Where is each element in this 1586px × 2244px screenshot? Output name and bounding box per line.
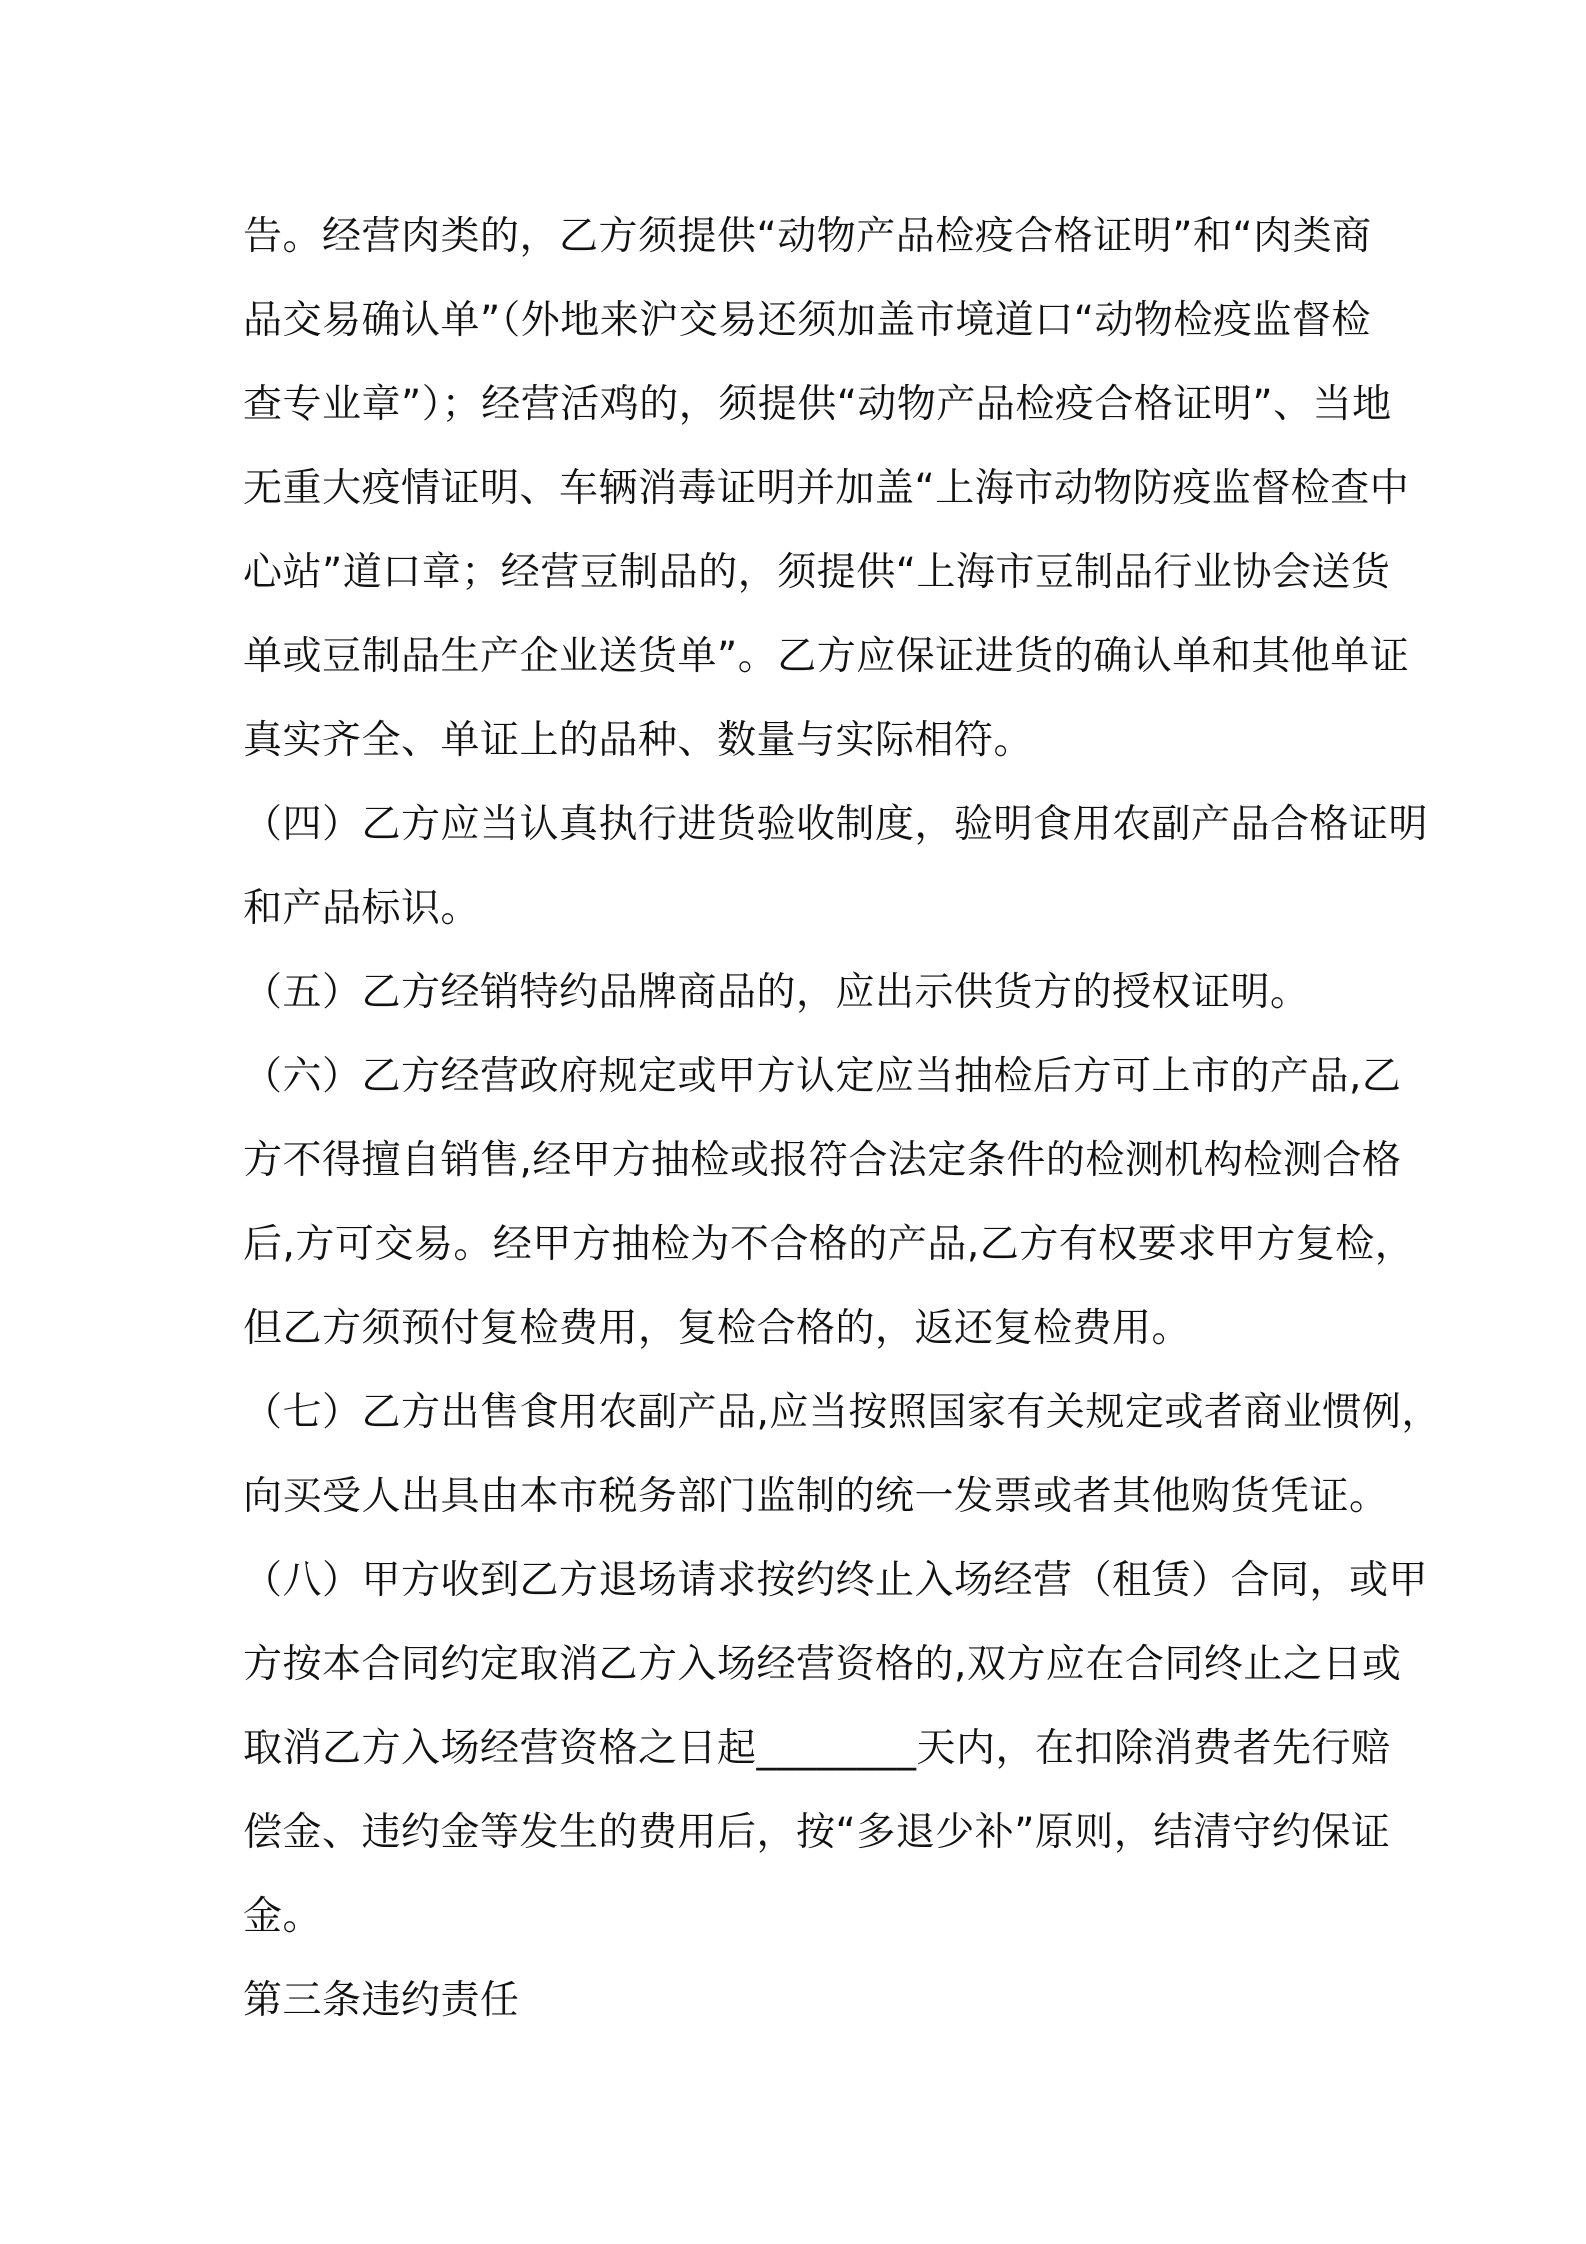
clause-4-line: （四）乙方应当认真执行进货验收制度，验明食用农副产品合格证明 [243, 802, 1429, 847]
clause-5-line: （五）乙方经销特约品牌商品的，应出示供货方的授权证明。 [243, 970, 1310, 1015]
clause-6-line: （六）乙方经营政府规定或甲方认定应当抽检后方可上市的产品,乙 [243, 1054, 1402, 1099]
text-line: 查专业章”）；经营活鸡的，须提供“动物产品检疫合格证明”、当地 [243, 382, 1392, 427]
text-line: 真实齐全、单证上的品种、数量与实际相符。 [243, 718, 1034, 763]
clause-6-line: 但乙方须预付复检费用，复检合格的，返还复检费用。 [243, 1306, 1192, 1351]
document-body [243, 195, 1441, 2043]
clause-8-line: （八）甲方收到乙方退场请求按约终止入场经营（租赁）合同，或甲 [243, 1558, 1429, 1603]
text-line: 无重大疫情证明、车辆消毒证明并加盖“上海市动物防疫监督检查中 [243, 466, 1410, 511]
clause-8-line: 方按本合同约定取消乙方入场经营资格的,双方应在合同终止之日或 [243, 1642, 1402, 1687]
section-heading: 第三条违约责任 [243, 1978, 520, 2023]
text-line: 心站”道口章；经营豆制品的，须提供“上海市豆制品行业协会送货 [243, 550, 1391, 595]
clause-8-line: 取消乙方入场经营资格之日起________天内，在扣除消费者先行赔 [243, 1726, 1391, 1771]
clause-4-line: 和产品标识。 [243, 886, 481, 931]
text-line: 告。经营肉类的，乙方须提供“动物产品检疫合格证明”和“肉类商 [243, 214, 1372, 259]
clause-7-line: 向买受人出具由本市税务部门监制的统一发票或者其他购货凭证。 [243, 1474, 1389, 1519]
clause-7-line: （七）乙方出售食用农副产品,应当按照国家有关规定或者商业惯例， [243, 1390, 1441, 1435]
text-line: 品交易确认单”（外地来沪交易还须加盖市境道口“动物检疫监督检 [243, 298, 1371, 343]
clause-6-line: 后,方可交易。经甲方抽检为不合格的产品,乙方有权要求甲方复检， [243, 1222, 1415, 1267]
clause-8-line: 偿金、违约金等发生的费用后，按“多退少补”原则，结清守约保证 [243, 1810, 1391, 1855]
text-line: 单或豆制品生产企业送货单”。乙方应保证进货的确认单和其他单证 [243, 634, 1410, 679]
clause-6-line: 方不得擅自销售,经甲方抽检或报符合法定条件的检测机构检测合格 [243, 1138, 1402, 1183]
clause-8-line: 金。 [243, 1894, 323, 1939]
